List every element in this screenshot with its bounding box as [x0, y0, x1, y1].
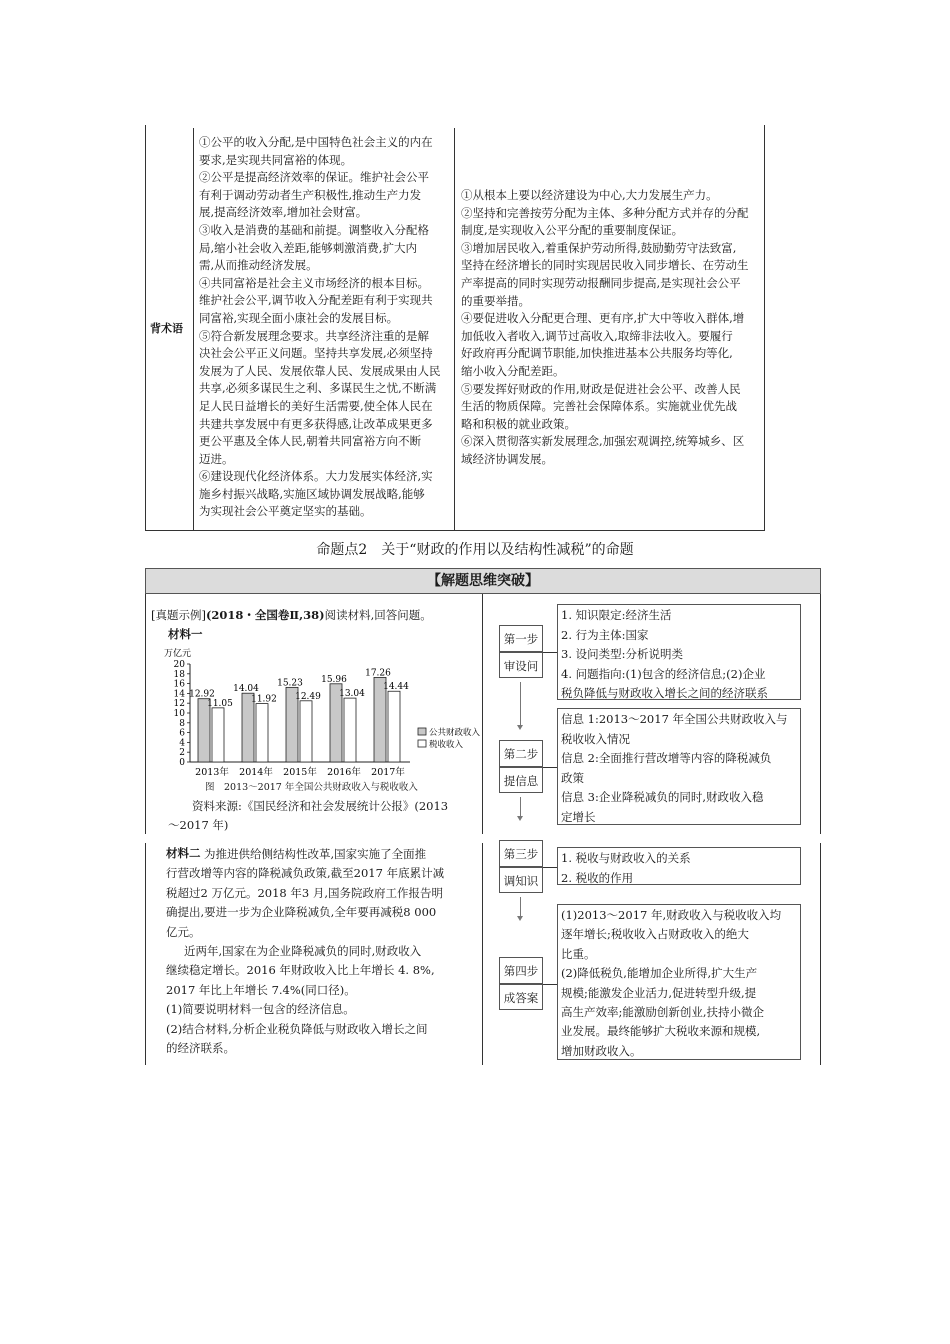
material2-line: 2017 年比上年增长 7.4%(同口径)。 [166, 982, 356, 997]
right-column-line: 加低收入者收入,调节过高收入,取缔非法收入。要履行 [461, 328, 733, 343]
x-tick-label: 2017年 [371, 767, 405, 778]
step4-sub-text: 成答案 [503, 991, 539, 1005]
step2-line: 税收收入情况 [561, 731, 630, 746]
left-column-line: 同富裕,实现全面小康社会的发展目标。 [199, 310, 399, 325]
banner [145, 568, 821, 594]
left-column-line: 有利于调动劳动者生产积极性,推动生产力发 [199, 187, 422, 202]
right-column-line: ⑥深入贯彻落实新发展理念,加强宏观调控,统筹城乡、区 [461, 434, 745, 449]
y-tick-label: 0 [179, 758, 185, 768]
bar-tax-revenue [344, 698, 356, 762]
right-column-line: 生活的物质保障。完善社会保障体系。实施就业优先战 [461, 399, 737, 414]
frame-left-lower [145, 843, 146, 1065]
left-column-line: ③收入是消费的基础和前提。调整收入分配格 [199, 222, 429, 237]
banner-text: 【解题思维突破】 [427, 573, 539, 589]
x-tick-label: 2014年 [239, 767, 273, 778]
step4-line: 高生产效率;能激励创新创业,扶持小微企 [561, 1005, 765, 1020]
step1-content [557, 604, 801, 700]
step4-line: 业发展。最终能够扩大税收来源和规模, [561, 1024, 761, 1039]
table-right-text [461, 187, 749, 469]
legend-swatch [418, 728, 426, 735]
x-tick-label: 2015年 [283, 767, 317, 778]
table-divider-2 [454, 128, 455, 531]
section-title: 命题点2 关于“财政的作用以及结构性减税”的命题 [316, 542, 634, 558]
step2-title-text: 第二步 [503, 747, 539, 761]
frame-left-upper [145, 594, 146, 834]
material2-label: 材料二 [166, 846, 201, 860]
y-tick-label: 14 [173, 689, 185, 700]
bar-value-label: 12.92 [189, 689, 215, 700]
right-column-line: ④要促进收入分配更合理、更有序,扩大中等收入群体,增 [461, 311, 745, 326]
y-tick-label: 20 [173, 660, 185, 670]
y-tick-label: 2 [179, 748, 185, 759]
step4-title-text: 第四步 [503, 964, 539, 978]
step4-line: (2)降低税负,能增加企业所得,扩大生产 [561, 966, 758, 981]
bar-tax-revenue [300, 701, 312, 762]
bar-tax-revenue [212, 708, 224, 762]
step3-sub [499, 867, 543, 893]
left-column-line: 共建共享发展中有更多获得感,让改革成果更多 [199, 416, 433, 431]
bar-chart [160, 644, 480, 796]
left-column-line: 共享,必须多谋民生之利、多谋民生之忧,不断满 [199, 381, 437, 396]
step4-connector [543, 984, 558, 985]
step3-title [499, 840, 543, 867]
legend-label: 公共财政收入 [429, 728, 480, 738]
step2-line: 政策 [561, 770, 584, 785]
left-column-line: 更公平惠及全体人民,朝着共同富裕方向不断 [199, 434, 422, 449]
step3-sub-text: 调知识 [503, 874, 539, 888]
bar-value-label: 14.44 [383, 682, 409, 693]
table-bottom-border [145, 530, 765, 531]
table-right-border [764, 128, 765, 531]
source-line-2: ～2017 年) [168, 818, 229, 832]
material2-line: 继续稳定增长。2016 年财政收入比上年增长 4. 8%, [166, 963, 435, 978]
step4-line: 规模;能激发企业活力,促进转型升级,提 [561, 985, 757, 1000]
left-column-line: ①公平的收入分配,是中国特色社会主义的内在 [199, 135, 433, 149]
left-column-line: 维护社会公平,调节收入分配差距有利于实现共 [199, 293, 433, 308]
material1-label: 材料一 [168, 627, 203, 641]
bar-tax-revenue [388, 691, 400, 762]
left-column-line: 要求,是实现共同富裕的体现。 [199, 152, 353, 167]
bar-value-label: 13.04 [339, 689, 365, 700]
step4-line: (1)2013～2017 年,财政收入与税收收入均 [561, 908, 782, 922]
step1-sub-text: 审设问 [503, 659, 539, 673]
step2-connector [543, 767, 558, 768]
arrow-down-icon [520, 897, 521, 917]
bar-value-label: 14.04 [233, 684, 259, 695]
bar-value-label: 11.92 [251, 694, 277, 705]
table-row-label: 背术语 [150, 322, 183, 335]
right-column-line: ③增加居民收入,着重保护劳动所得,鼓励勤劳守法致富, [461, 240, 737, 255]
bar-value-label: 11.05 [207, 698, 233, 709]
step4-sub [499, 984, 543, 1010]
step4-line: 增加财政收入。 [561, 1043, 642, 1058]
frame-right-lower [820, 843, 821, 1065]
material2-line: (1)简要说明材料一包含的经济信息。 [166, 1002, 355, 1017]
y-tick-label: 6 [179, 728, 185, 739]
step4-line: 比重。 [561, 946, 596, 961]
example-source: (2018・全国卷Ⅱ,38) [205, 608, 325, 622]
bar-value-label: 12.49 [295, 691, 321, 702]
x-tick-label: 2013年 [195, 767, 229, 778]
right-column-line: 制度,是实现收入公平分配的重要制度保证。 [461, 223, 684, 238]
material2-line: 行营改增等内容的降税减负政策,截至2017 年底累计减 [166, 866, 445, 881]
right-column-line: 略和积极的就业政策。 [461, 416, 576, 431]
step2-line: 信息 2:全面推行营改增等内容的降税减负 [561, 751, 772, 766]
legend-swatch [418, 740, 426, 747]
step2-sub-text: 提信息 [503, 774, 539, 788]
x-tick-label: 2016年 [327, 767, 361, 778]
right-column-line: 坚持在经济增长的同时实现居民收入同步增长、在劳动生 [461, 258, 749, 273]
left-column-line: ⑤符合新发展理念要求。共享经济注重的是解 [199, 328, 429, 343]
left-column-line: 足人民日益增长的美好生活需要,使全体人民在 [199, 398, 433, 413]
left-column-line: 为实现社会公平奠定坚实的基础。 [199, 504, 372, 519]
legend-label: 税收收入 [429, 740, 464, 750]
bar-tax-revenue [256, 704, 268, 762]
y-axis-unit: 万亿元 [164, 649, 192, 659]
step2-line: 定增长 [561, 809, 596, 824]
chart-caption: 图 2013～2017 年全国公共财政收入与税收收入 [205, 782, 418, 793]
source-line-1: 资料来源:《国民经济和社会发展统计公报》(2013 [192, 799, 449, 813]
y-tick-label: 10 [173, 709, 185, 719]
left-column-line: ⑥建设现代化经济体系。大力发展实体经济,实 [199, 469, 433, 484]
left-column-line: 决社会公平正义问题。坚持共享发展,必须坚持 [199, 346, 433, 361]
step1-line: 4. 问题指向:(1)包含的经济信息;(2)企业 [561, 666, 766, 681]
step3-content [557, 847, 801, 885]
right-column-line: ①从根本上要以经济建设为中心,大力发展生产力。 [461, 188, 718, 202]
step1-line: 3. 设问类型:分析说明类 [561, 647, 684, 662]
material2-line: 近两年,国家在为企业降税减负的同时,财政收入 [184, 944, 422, 959]
table-left-border [145, 128, 146, 531]
left-column-line: 施乡村振兴战略,实施区域协调发展战略,能够 [199, 486, 425, 501]
bar-value-label: 15.96 [321, 674, 347, 685]
step3-connector [543, 867, 558, 868]
y-tick-label: 12 [173, 699, 185, 710]
material2-line: 亿元。 [166, 924, 201, 939]
material2-line: 税超过2 万亿元。2018 年3 月,国务院政府工作报告明 [166, 885, 444, 900]
right-column-line: 好政府再分配调节职能,加快推进基本公共服务均等化, [461, 346, 733, 361]
y-tick-label: 16 [173, 679, 185, 690]
left-column-line: ④共同富裕是社会主义市场经济的根本目标。 [199, 275, 429, 290]
right-column-line: ⑤要发挥好财政的作用,财政是促进社会公平、改善人民 [461, 381, 741, 396]
left-column-line: ②公平是提高经济效率的保证。维护社会公平 [199, 170, 429, 185]
step1-line: 2. 行为主体:国家 [561, 627, 649, 642]
material2-line: 为推进供给侧结构性改革,国家实施了全面推 [204, 847, 427, 861]
arrow-down-icon [520, 682, 521, 726]
material2-line: 确提出,要进一步为企业降税减负,全年要再减税8 000 [166, 905, 437, 920]
example-instruction: 阅读材料,回答问题。 [324, 608, 432, 622]
bar-value-label: 17.26 [365, 668, 391, 679]
y-tick-label: 8 [179, 718, 185, 729]
material2-text [166, 845, 444, 1058]
left-column-line: 迈进。 [199, 451, 234, 466]
table-left-text [199, 134, 441, 521]
step2-line: 信息 3:企业降税减负的同时,财政收入稳 [561, 790, 764, 805]
left-column-line: 发展为了人民、发展依靠人民、发展成果由人民 [199, 363, 441, 378]
y-tick-label: 18 [173, 669, 185, 680]
step4-line: 逐年增长;税收收入占财政收入的绝大 [561, 927, 749, 942]
frame-right-upper [820, 594, 821, 834]
step1-connector [543, 652, 558, 653]
step1-line: 税负降低与财政收入增长之间的经济联系 [561, 686, 768, 701]
step1-line: 1. 知识限定:经济生活 [561, 608, 672, 622]
table-divider-1 [193, 128, 194, 531]
left-column-line: 展,提高经济效率,增加社会财富。 [199, 205, 368, 220]
step3-title-text: 第三步 [503, 847, 539, 861]
y-tick-label: 4 [179, 738, 185, 749]
material2-line: (2)结合材料,分析企业税负降低与财政收入增长之间 [166, 1021, 428, 1036]
step2-line: 信息 1:2013～2017 年全国公共财政收入与 [561, 712, 788, 726]
step4-title [499, 957, 543, 984]
bar-value-label: 15.23 [277, 678, 303, 689]
material2-line: 的经济联系。 [166, 1041, 235, 1056]
left-column-line: 局,缩小社会收入差距,能够刺激消费,扩大内 [199, 240, 417, 255]
right-column-line: 缩小收入分配差距。 [461, 363, 565, 378]
right-column-line: 的重要举措。 [461, 293, 530, 308]
left-column-line: 需,从而推动经济发展。 [199, 258, 318, 273]
step2-sub [499, 767, 543, 793]
right-column-line: 域经济协调发展。 [461, 451, 553, 466]
example-header [151, 607, 432, 625]
right-column-line: 产率提高的同时实现劳动报酬同步提高,是实现社会公平 [461, 275, 741, 290]
example-tag: [真题示例] [151, 608, 206, 622]
step1-sub [499, 652, 543, 678]
arrow-down-icon [520, 797, 521, 817]
step1-title-text: 第一步 [503, 632, 539, 646]
step1-title [499, 625, 543, 652]
step2-title [499, 740, 543, 767]
step3-line: 2. 税收的作用 [561, 870, 634, 885]
step2-content [557, 708, 801, 825]
frame-mid-upper [482, 594, 483, 834]
step4-content [557, 904, 801, 1060]
frame-mid-lower [482, 843, 483, 1065]
right-column-line: ②坚持和完善按劳分配为主体、多种分配方式并存的分配 [461, 205, 749, 220]
step3-line: 1. 税收与财政收入的关系 [561, 851, 691, 865]
